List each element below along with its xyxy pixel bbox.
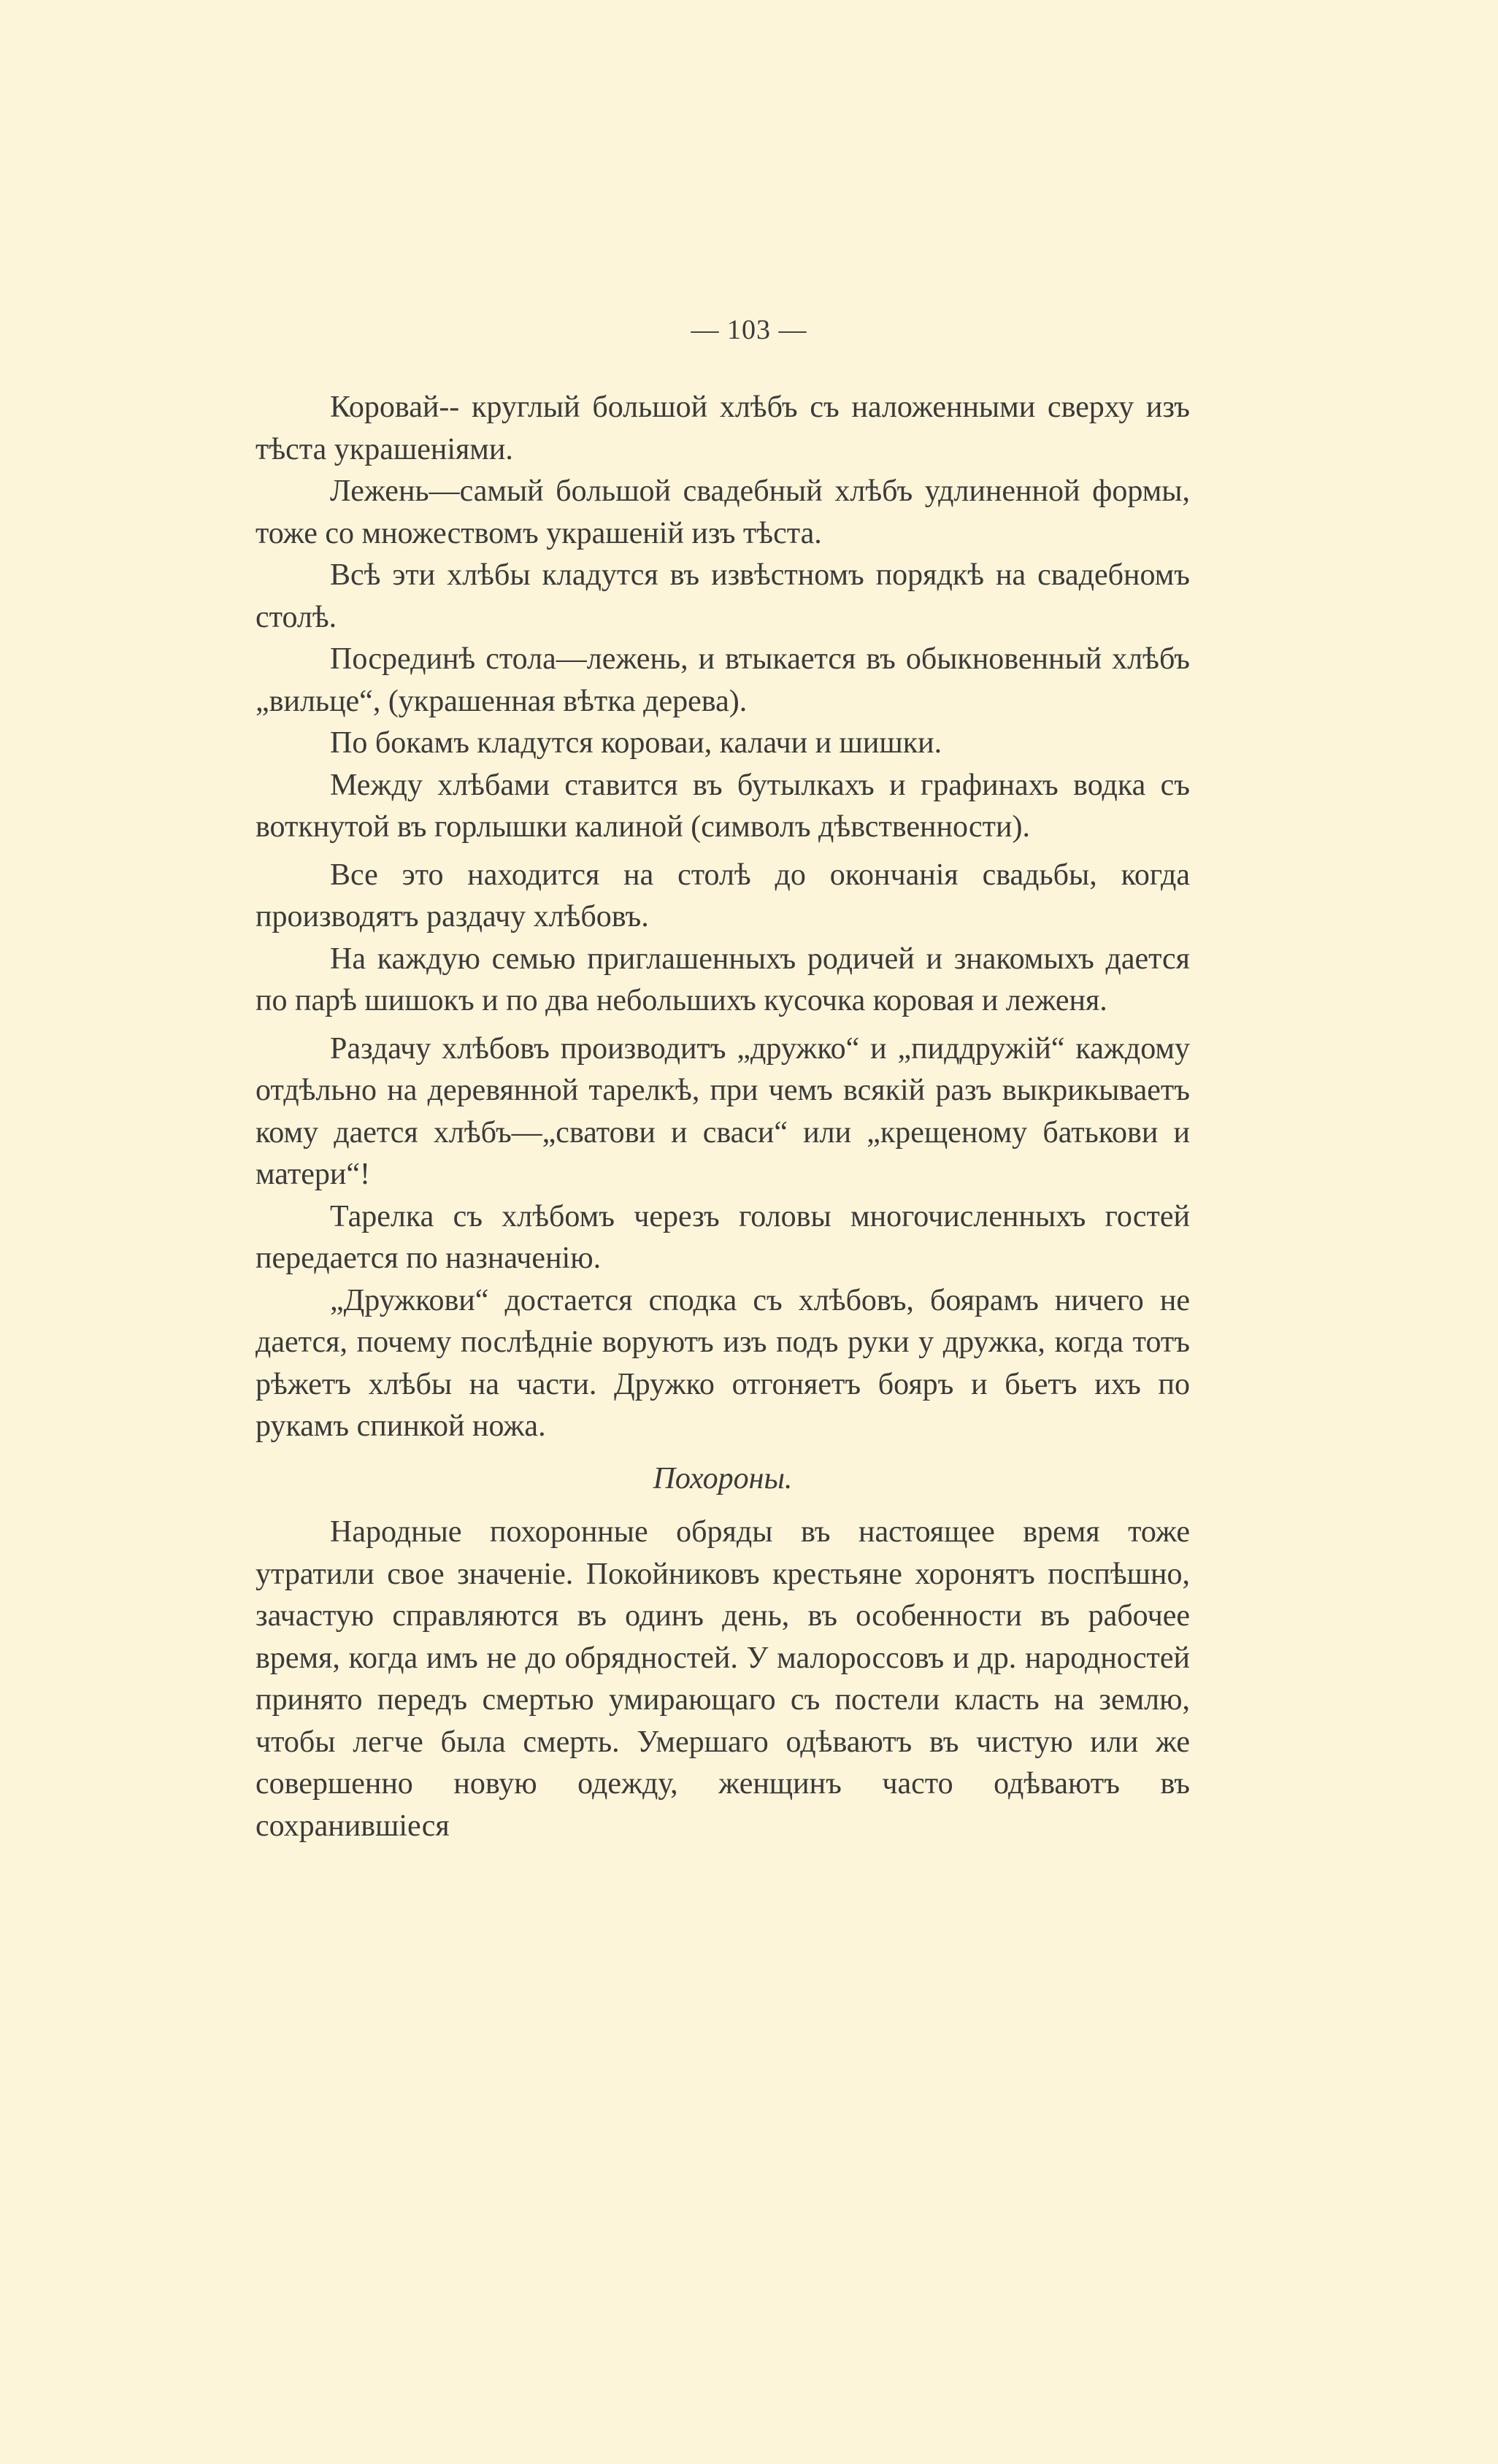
paragraph-korovai: Коровай-- круглый большой хлѣбъ съ наложенными сверху изъ тѣста украшеніями. bbox=[256, 390, 1190, 466]
paragraph-sides: По бокамъ кладутся короваи, калачи и шишки. bbox=[330, 726, 942, 760]
paragraph-funeral: Народные похоронные обряды въ настоящее время тоже утратили свое значеніе. Покойниковъ крестьяне хоронятъ поспѣшно, зачастую справляются въ одинъ день, въ особенности въ рабочее время, когда имъ не до обрядностей. У малороссовъ и др. народностей принято передъ смертью умирающаго съ постели класть на землю, чтобы легче была смерть. Умершаго одѣваютъ въ чистую или же совершенно новую одежду, женщинъ часто одѣваютъ въ сохранившіеся bbox=[256, 1515, 1190, 1843]
page-number: — 103 — bbox=[691, 315, 807, 345]
paragraph-table-center: Посрединѣ стола—лежень, и втыкается въ обыкновенный хлѣбъ „вильце“, (украшенная вѣтка дерева). bbox=[256, 642, 1190, 718]
paragraph-vodka: Между хлѣбами ставится въ бутылкахъ и графинахъ водка съ воткнутой въ горлышки калиной (символъ дѣвственности). bbox=[256, 768, 1190, 844]
paragraph-lezhen: Лежень—самый большой свадебный хлѣбъ удлиненной формы, тоже со множествомъ украшеній изъ тѣста. bbox=[256, 474, 1190, 550]
paragraph-each-family: На каждую семью приглашенныхъ родичей и знакомыхъ дается по парѣ шишокъ и по два небольшихъ кусочка коровая и леженя. bbox=[256, 942, 1190, 1017]
main-text bbox=[256, 387, 1190, 1847]
paragraph-until-end: Все это находится на столѣ до окончанія свадьбы, когда производятъ раздачу хлѣбовъ. bbox=[256, 858, 1190, 933]
paragraph-distribution: Раздачу хлѣбовъ производитъ „дружко“ и „пиддружій“ каждому отдѣльно на деревянной тарелкѣ, при чемъ всякій разъ выкрикываетъ кому дается хлѣбъ—„сватови и сваси“ или „крещеному батькови и матери“! bbox=[256, 1031, 1190, 1191]
section-heading: Похороны. bbox=[653, 1461, 793, 1495]
paragraph-order-on-table: Всѣ эти хлѣбы кладутся въ извѣстномъ порядкѣ на свадебномъ столѣ. bbox=[256, 558, 1190, 634]
paragraph-plate: Тарелка съ хлѣбомъ черезъ головы многочисленныхъ гостей передается по назначенію. bbox=[256, 1199, 1190, 1275]
paragraph-druzhko: „Дружкови“ достается сподка съ хлѣбовъ, боярамъ ничего не дается, почему послѣдніе воруютъ изъ подъ руки у дружка, когда тотъ рѣжетъ хлѣбы на части. Дружко отгоняетъ бояръ и бьетъ ихъ по рукамъ спинкой ножа. bbox=[256, 1283, 1190, 1443]
